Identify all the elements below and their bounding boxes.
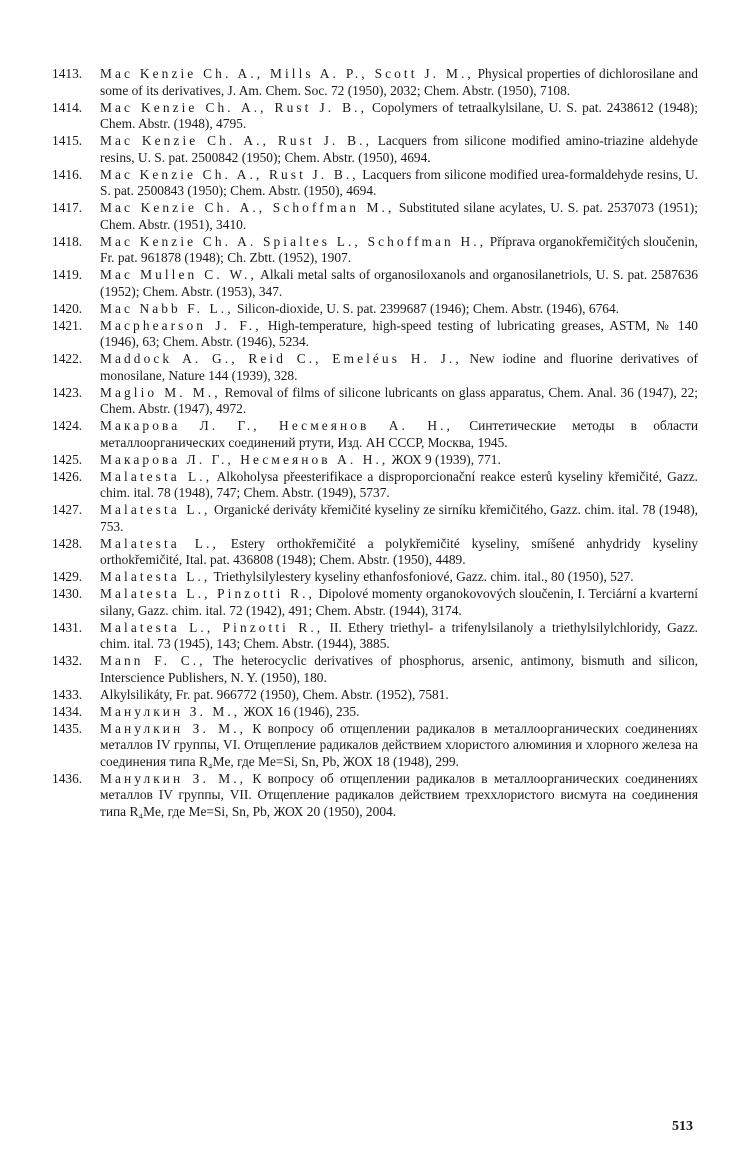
reference-entry xyxy=(52,385,698,418)
entry-number: 1424. xyxy=(52,418,83,433)
entry-number: 1414. xyxy=(52,99,83,115)
entry-number: 1418. xyxy=(52,233,83,249)
entry-text: Alkylsilikáty, Fr. pat. 966772 (1950), Chem. Abstr. (1952), 7581. xyxy=(100,686,449,702)
reference-entry xyxy=(52,100,698,133)
entry-number: 1427. xyxy=(52,502,83,517)
entry-number: 1431. xyxy=(52,619,83,635)
reference-list xyxy=(52,66,698,821)
entry-text: Lacquers from silicone modified urea-formaldehyde resins, U. S. pat. 2500843 (1950); Chem. Abstr. (1950), 4694. xyxy=(100,166,698,198)
entry-authors: Maglio M. M., xyxy=(100,384,221,400)
reference-entry xyxy=(52,200,698,233)
entry-number: 1421. xyxy=(52,317,83,333)
entry-text: ЖОХ 9 (1939), 771. xyxy=(388,451,501,467)
entry-authors: Манулкин З. М., xyxy=(100,770,247,786)
entry-text: II. Ethery triethyl- a trifenylsilanoly a triethylsilylchloridy, Gazz. chim. ital. 73 (1945), 143; Chem. Abstr. (1944), 3885. xyxy=(100,619,698,651)
entry-number: 1415. xyxy=(52,133,83,148)
reference-entry xyxy=(52,536,698,569)
entry-text: Příprava organokřemičitých sloučenin, Fr. pat. 961878 (1948); Ch. Zbtt. (1952), 1907. xyxy=(100,233,698,265)
entry-text: Copolymers of tetraalkylsilane, U. S. pat. 2438612 (1948); Chem. Abstr. (1948), 4795. xyxy=(100,99,698,131)
reference-entry xyxy=(52,418,698,451)
entry-text: New iodine and fluorine derivatives of monosilane, Nature 144 (1939), 328. xyxy=(100,351,699,383)
entry-number: 1417. xyxy=(52,200,83,215)
entry-number: 1425. xyxy=(52,451,83,467)
entry-text: Physical properties of dichlorosilane and some of its derivatives, J. Am. Chem. Soc. 72 (1950), 2032; Chem. Abstr. (1950), 7108. xyxy=(100,66,698,98)
entry-authors: Манулкин З. М., xyxy=(100,703,241,719)
entry-number: 1426. xyxy=(52,468,83,484)
reference-entry xyxy=(52,452,698,469)
entry-authors: Макарова Л. Г., Несмеянов А. Н., xyxy=(100,451,389,467)
entry-text: Alkali metal salts of organosiloxanols and organosilanetriols, U. S. pat. 2587636 (1952); Chem. Abstr. (1953), 347. xyxy=(100,267,699,299)
entry-number: 1423. xyxy=(52,384,83,400)
entry-number: 1428. xyxy=(52,535,83,551)
entry-text: Lacquers from silicone modified amino-triazine aldehyde resins, U. S. pat. 2500842 (1950); Chem. Abstr. (1950), 4694. xyxy=(100,133,698,165)
entry-number: 1434. xyxy=(52,703,83,719)
entry-text: Silicon-dioxide, U. S. pat. 2399687 (1946); Chem. Abstr. (1946), 6764. xyxy=(233,300,620,316)
entry-authors: Malatesta L., xyxy=(100,468,213,484)
reference-entry xyxy=(52,620,698,653)
entry-number: 1419. xyxy=(52,267,83,282)
entry-number: 1413. xyxy=(52,66,83,81)
entry-authors: Mann F. C., xyxy=(100,653,206,668)
reference-entry xyxy=(52,301,698,318)
entry-text: Синтетические методы в области металлоорганических соединений ртути, Изд. АН СССР, Москва, 1945. xyxy=(100,418,699,450)
entry-number: 1420. xyxy=(52,300,83,316)
entry-number: 1429. xyxy=(52,569,83,584)
reference-entry xyxy=(52,351,698,384)
entry-text: Substituted silane acylates, U. S. pat. 2537073 (1951); Chem. Abstr. (1951), 3410. xyxy=(100,200,698,232)
entry-authors: Macphearson J. F., xyxy=(100,317,262,333)
reference-entry xyxy=(52,234,698,267)
entry-authors: Mac Kenzie Ch. A., Rust J. B., xyxy=(100,99,368,115)
reference-entry xyxy=(52,653,698,686)
entry-authors: Malatesta L., Pinzotti R., xyxy=(100,619,324,635)
entry-authors: Mac Kenzie Ch. A., Rust J. B., xyxy=(100,166,359,182)
entry-text: К вопросу об отщеплении радикалов в металлоорганических соединениях металлов IV группы, VI. Отщепление радикалов действием хлористого алюминия и хлорного железа на соединения типа R₄Me, где Me=Si, Sn, Pb, ЖОХ 18 (1948), 299. xyxy=(100,720,698,769)
entry-authors: Mac Kenzie Ch. A., Schoffman M., xyxy=(100,200,395,215)
entry-authors: Mac Kenzie Ch. A., Mills A. P., Scott J. M., xyxy=(100,66,474,81)
reference-entry xyxy=(52,771,698,821)
entry-authors: Mac Nabb F. L., xyxy=(100,300,234,316)
entry-text: Dipolové momenty organokovových sloučenin, I. Terciární a kvarterní silany, Gazz. chim. ital. 72 (1942), 491; Chem. Abstr. (1944), 3174. xyxy=(100,586,698,618)
reference-entry xyxy=(52,167,698,200)
entry-text: Organické deriváty křemičité kyseliny ze sirníku křemičitého, Gazz. chim. ital. 78 (1948), 753. xyxy=(100,502,698,534)
reference-entry xyxy=(52,267,698,300)
reference-entry xyxy=(52,66,698,99)
entry-text: К вопросу об отщеплении радикалов в металлоорганических соединениях металлов IV группы, VII. Отщепление радикалов действием треххлористого висмута на соединения типа R₄Me, где Me=Si, Sn, Pb, ЖОХ 20 (1950), 2004. xyxy=(100,770,698,819)
reference-entry xyxy=(52,586,698,619)
entry-number: 1430. xyxy=(52,586,83,601)
entry-number: 1432. xyxy=(52,653,83,668)
entry-authors: Манулкин З. М., xyxy=(100,720,247,736)
entry-authors: Maddock A. G., Reid C., Emeléus H. J., xyxy=(100,351,462,366)
entry-text: Alkoholysa přeesterifikace a disproporcionační reakce esterů kyseliny křemičité, Gazz. chim. ital. 78 (1948), 747; Chem. Abstr. (1949), 5737. xyxy=(100,468,699,500)
reference-entry xyxy=(52,502,698,535)
entry-number: 1435. xyxy=(52,720,83,736)
entry-number: 1436. xyxy=(52,770,83,786)
entry-text: ЖОХ 16 (1946), 235. xyxy=(240,703,360,719)
reference-entry xyxy=(52,318,698,351)
page-number: 513 xyxy=(672,1119,693,1134)
reference-entry xyxy=(52,721,698,771)
entry-text: The heterocyclic derivatives of phosphorus, arsenic, antimony, bismuth and silicon, Interscience Publishers, N. Y. (1950), 180. xyxy=(100,653,699,685)
reference-entry xyxy=(52,469,698,502)
entry-text: Estery orthokřemičité a polykřemičité kyseliny, smíšené anhydridy kyseliny orthokřemičité, Ital. pat. 436808 (1948); Chem. Abstr. (1950), 4489. xyxy=(100,535,699,567)
entry-authors: Malatesta L., xyxy=(100,502,211,517)
reference-entry xyxy=(52,704,698,721)
entry-authors: Malatesta L., xyxy=(100,535,219,551)
reference-entry xyxy=(52,569,698,586)
entry-number: 1433. xyxy=(52,686,83,702)
entry-number: 1422. xyxy=(52,351,83,366)
entry-authors: Mac Mullen C. W., xyxy=(100,267,257,282)
entry-text: Removal of films of silicone lubricants on glass apparatus, Chem. Anal. 36 (1947), 22; Chem. Abstr. (1947), 4972. xyxy=(100,384,698,416)
entry-authors: Malatesta L., Pinzotti R., xyxy=(100,586,315,601)
entry-text: Triethylsilylestery kyseliny ethanfosfoniové, Gazz. chim. ital., 80 (1950), 527. xyxy=(210,569,634,584)
entry-authors: Mac Kenzie Ch. A., Rust J. B., xyxy=(100,133,372,148)
entry-authors: Mac Kenzie Ch. A. Spialtes L., Schoffman H., xyxy=(100,233,487,249)
reference-entry xyxy=(52,687,698,704)
reference-entry xyxy=(52,133,698,166)
entry-number: 1416. xyxy=(52,166,83,182)
entry-text: High-temperature, high-speed testing of lubricating greases, ASTM, № 140 (1946), 63; Chem. Abstr. (1946), 5234. xyxy=(100,317,698,349)
entry-authors: Malatesta L., xyxy=(100,569,211,584)
entry-authors: Макарова Л. Г., Несмеянов А. Н., xyxy=(100,418,453,433)
